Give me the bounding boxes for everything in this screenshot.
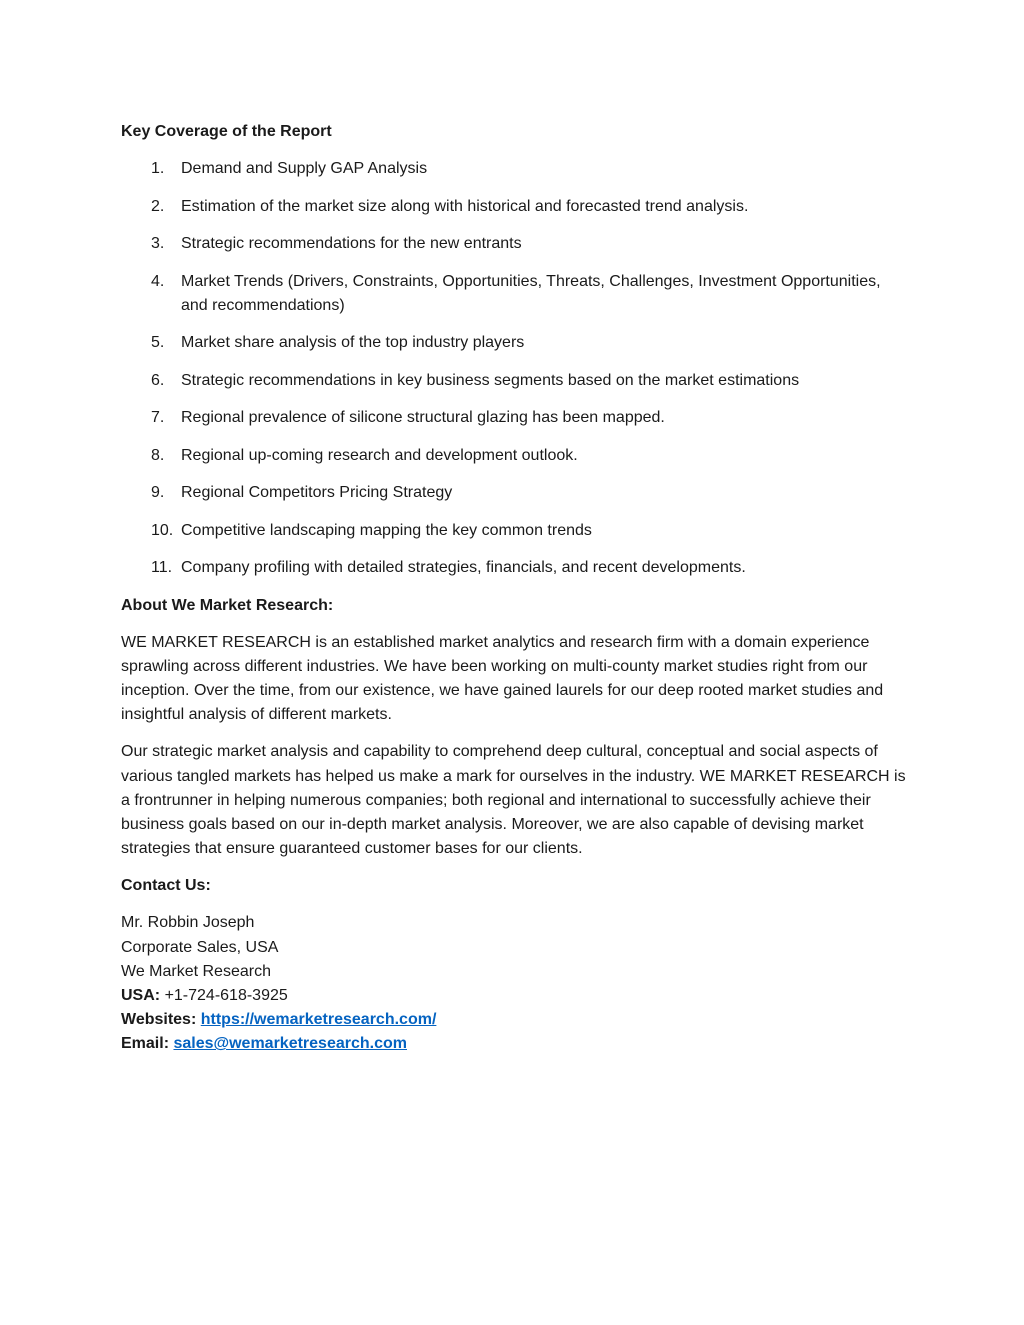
list-item bbox=[121, 406, 911, 430]
list-item-number: 3. bbox=[151, 235, 165, 252]
list-item bbox=[121, 556, 911, 580]
list-item-number: 2. bbox=[151, 197, 165, 215]
list-item-text: Regional up-coming research and development outlook. bbox=[181, 446, 578, 464]
list-item-text: Market Trends (Drivers, Constraints, Opportunities, Threats, Challenges, Investment Opportunities, and recommendations) bbox=[181, 272, 881, 314]
contact-website-line bbox=[121, 1008, 911, 1032]
list-item-number: 1. bbox=[151, 160, 165, 177]
list-item bbox=[121, 157, 911, 181]
list-item-text: Estimation of the market size along with historical and forecasted trend analysis. bbox=[181, 197, 749, 215]
list-item bbox=[121, 369, 911, 393]
email-link[interactable]: sales@wemarketresearch.com bbox=[173, 1035, 407, 1053]
list-item-number: 9. bbox=[151, 484, 165, 501]
contact-role: Corporate Sales, USA bbox=[121, 938, 279, 956]
list-item-number: 4. bbox=[151, 272, 165, 290]
list-item-text: Market share analysis of the top industry players bbox=[181, 334, 525, 351]
about-paragraph-1: WE MARKET RESEARCH is an established market analytics and research firm with a domain experience sprawling across different industries. We have been working on multi-county market studies right from our inception. Over the time, from our existence, we have gained laurels for our deep rooted market studies and insightful analysis of different markets. bbox=[121, 633, 884, 724]
website-label: Websites: bbox=[121, 1011, 197, 1029]
document-page bbox=[121, 120, 911, 1057]
list-item-text: Strategic recommendations in key business segments based on the market estimations bbox=[181, 371, 800, 389]
list-item-text: Strategic recommendations for the new entrants bbox=[181, 235, 522, 252]
coverage-heading: Key Coverage of the Report bbox=[121, 123, 332, 140]
list-item-number: 5. bbox=[151, 334, 165, 351]
list-item-text: Demand and Supply GAP Analysis bbox=[181, 160, 428, 177]
list-item bbox=[121, 331, 911, 355]
email-label: Email: bbox=[121, 1035, 170, 1053]
list-item bbox=[121, 481, 911, 505]
list-item bbox=[121, 270, 911, 318]
list-item bbox=[121, 195, 911, 219]
about-paragraph-2: Our strategic market analysis and capability to comprehend deep cultural, conceptual and social aspects of various tangled markets has helped us make a mark for ourselves in the industry. WE MARKET RESEARCH is a frontrunner in helping numerous companies; both regional and international to successfully achieve their business goals based on our in-depth market analysis. Moreover, we are also capable of devising market strategies that ensure guaranteed customer bases for our clients. bbox=[121, 743, 906, 858]
contact-heading: Contact Us: bbox=[121, 877, 211, 895]
list-item-text: Regional Competitors Pricing Strategy bbox=[181, 484, 453, 501]
phone-number: +1-724-618-3925 bbox=[164, 986, 288, 1004]
list-item-text: Company profiling with detailed strategies, financials, and recent developments. bbox=[181, 559, 746, 576]
list-item-number: 11. bbox=[151, 559, 173, 576]
coverage-list bbox=[121, 157, 911, 580]
phone-label: USA: bbox=[121, 986, 161, 1004]
list-item-number: 8. bbox=[151, 446, 165, 464]
contact-block bbox=[121, 911, 911, 1056]
list-item-number: 10. bbox=[151, 521, 174, 539]
list-item-number: 6. bbox=[151, 371, 165, 389]
contact-name: Mr. Robbin Joseph bbox=[121, 914, 255, 932]
contact-company: We Market Research bbox=[121, 962, 271, 980]
about-heading: About We Market Research: bbox=[121, 596, 334, 614]
list-item-text: Regional prevalence of silicone structural glazing has been mapped. bbox=[181, 409, 665, 426]
website-link[interactable]: https://wemarketresearch.com/ bbox=[200, 1011, 437, 1029]
contact-email-line bbox=[121, 1032, 911, 1056]
list-item-number: 7. bbox=[151, 409, 165, 426]
contact-phone-line bbox=[121, 984, 911, 1008]
list-item bbox=[121, 444, 911, 468]
list-item bbox=[121, 519, 911, 543]
list-item bbox=[121, 232, 911, 256]
list-item-text: Competitive landscaping mapping the key common trends bbox=[181, 521, 592, 539]
